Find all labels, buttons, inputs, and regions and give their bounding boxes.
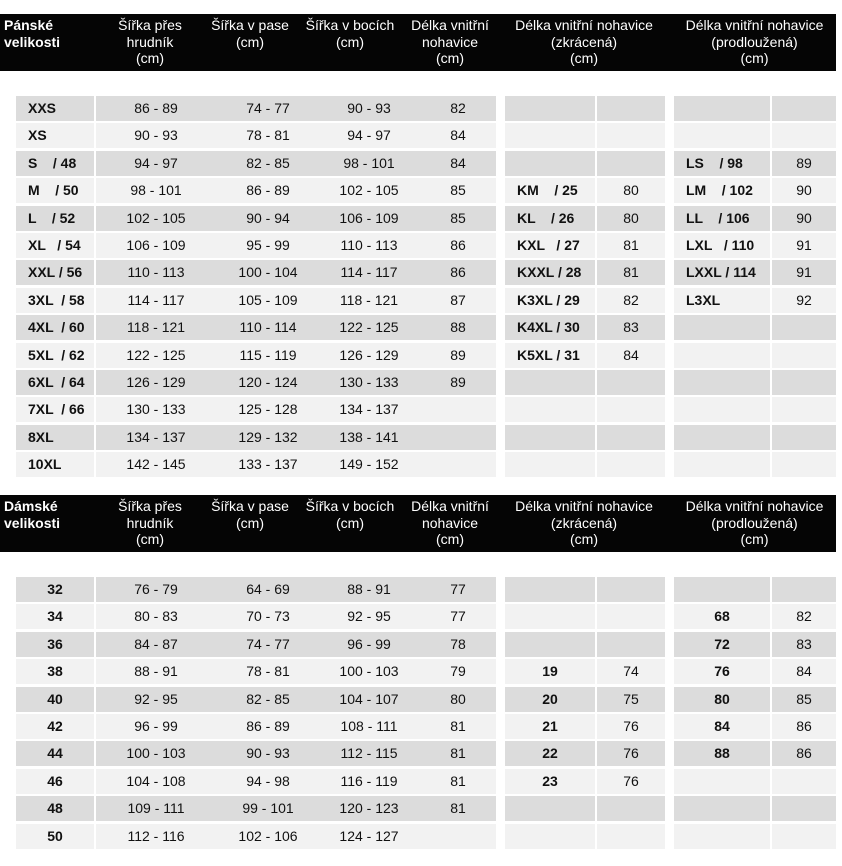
- women-header-col-4: Délka vnitřní nohavice (cm): [411, 498, 489, 547]
- men-cell-hips: 122 - 125: [339, 319, 399, 336]
- women-cell-short-size: [505, 604, 595, 629]
- men-cell-waist: 100 - 104: [238, 264, 298, 281]
- men-cell-waist: 120 - 124: [238, 374, 298, 390]
- men-cell-hips: 102 - 105: [339, 182, 399, 199]
- women-cell-chest: 92 - 95: [134, 690, 178, 707]
- men-cell-waist: 105 - 109: [238, 291, 298, 308]
- men-table-row: [0, 96, 842, 121]
- women-header-bar: [0, 495, 836, 552]
- women-cell-waist: 74 - 77: [246, 635, 290, 652]
- women-cell-hips: 112 - 115: [340, 745, 398, 762]
- women-header-col-0: Dámské velikosti: [4, 498, 61, 531]
- women-cell-inseam: 81: [450, 772, 466, 789]
- men-cell-long-len: [772, 96, 836, 121]
- women-cell-short-size: 23: [542, 772, 558, 789]
- women-cell-size: 42: [47, 718, 63, 734]
- women-cell-short-len: 76: [623, 718, 639, 734]
- men-cell-short-len: 84: [623, 346, 639, 363]
- men-cell-short-len: [597, 452, 665, 477]
- men-cell-hips: 130 - 133: [339, 374, 399, 390]
- men-cell-short-len: 81: [623, 264, 639, 281]
- men-cell-size: XS: [28, 127, 47, 144]
- women-cell-short-size: [505, 577, 595, 602]
- men-cell-hips: 134 - 137: [339, 401, 399, 418]
- women-cell-short-size: [505, 632, 595, 657]
- men-cell-inseam: [420, 425, 496, 450]
- men-cell-inseam: 84: [450, 154, 466, 171]
- women-table-row: [0, 604, 842, 629]
- men-cell-waist: 115 - 119: [239, 346, 297, 363]
- women-cell-size: 44: [47, 745, 63, 762]
- men-cell-size: 5XL / 62: [28, 346, 85, 363]
- men-cell-short-size: KXL / 27: [517, 237, 580, 253]
- women-cell-chest: 84 - 87: [134, 635, 178, 652]
- men-cell-waist: 74 - 77: [246, 100, 290, 116]
- women-cell-chest: 100 - 103: [126, 745, 186, 762]
- women-cell-waist: 90 - 93: [246, 745, 290, 762]
- men-cell-long-size: LS / 98: [686, 154, 743, 171]
- men-cell-hips: 126 - 129: [339, 346, 399, 363]
- women-cell-hips: 116 - 119: [340, 772, 398, 789]
- men-cell-size: 3XL / 58: [28, 291, 85, 308]
- men-cell-short-size: [505, 96, 595, 121]
- women-cell-long-len: [772, 824, 836, 849]
- men-cell-short-len: 81: [623, 237, 639, 253]
- women-cell-chest: 80 - 83: [134, 608, 178, 625]
- women-cell-short-len: [597, 604, 665, 629]
- men-cell-long-len: 91: [796, 237, 812, 253]
- men-table-row: [0, 397, 842, 422]
- men-header-col-4: Délka vnitřní nohavice (cm): [411, 17, 489, 66]
- men-table-row: [0, 233, 842, 258]
- men-cell-waist: 133 - 137: [238, 456, 298, 473]
- men-cell-size: XL / 54: [28, 237, 81, 253]
- women-cell-hips: 92 - 95: [347, 608, 391, 625]
- women-cell-hips: 108 - 111: [340, 718, 398, 734]
- women-cell-short-len: 76: [623, 772, 639, 789]
- men-cell-size: M / 50: [28, 182, 79, 199]
- women-header-col-6: Délka vnitřní nohavice (prodloužená) (cm): [685, 498, 824, 547]
- women-cell-long-size: 76: [714, 663, 730, 680]
- men-cell-chest: 114 - 117: [127, 291, 185, 308]
- men-cell-chest: 134 - 137: [126, 428, 186, 445]
- men-cell-long-len: 90: [796, 182, 812, 199]
- men-cell-long-size: [674, 370, 770, 395]
- men-header-col-3: Šířka v bocích (cm): [305, 17, 395, 50]
- women-cell-chest: 109 - 111: [127, 800, 185, 817]
- women-cell-short-len: [597, 796, 665, 821]
- women-cell-waist: 82 - 85: [246, 690, 290, 707]
- men-cell-short-size: [505, 452, 595, 477]
- women-cell-long-len: [772, 796, 836, 821]
- men-cell-short-size: K3XL / 29: [517, 291, 580, 308]
- women-cell-inseam: 77: [450, 608, 466, 625]
- women-cell-long-size: [674, 577, 770, 602]
- women-cell-inseam: 79: [450, 663, 466, 680]
- women-cell-size: 32: [47, 581, 63, 597]
- men-cell-short-size: [505, 425, 595, 450]
- women-cell-long-size: 72: [714, 635, 730, 652]
- men-table-row: [0, 151, 842, 176]
- men-cell-short-size: KM / 25: [517, 182, 578, 199]
- men-cell-inseam: [420, 397, 496, 422]
- men-cell-short-len: 83: [623, 319, 639, 336]
- women-cell-long-len: 82: [796, 608, 812, 625]
- women-cell-size: 50: [47, 827, 63, 844]
- women-cell-waist: 102 - 106: [238, 827, 298, 844]
- men-cell-waist: 129 - 132: [238, 428, 298, 445]
- women-table-row: [0, 741, 842, 766]
- men-cell-hips: 94 - 97: [347, 127, 391, 144]
- women-cell-short-len: 74: [623, 663, 639, 680]
- women-cell-long-len: 86: [796, 745, 812, 762]
- women-table-row: [0, 577, 842, 602]
- men-cell-long-size: LM / 102: [686, 182, 753, 199]
- men-cell-hips: 106 - 109: [339, 209, 399, 226]
- men-cell-waist: 95 - 99: [246, 237, 290, 253]
- men-cell-waist: 110 - 114: [239, 319, 297, 336]
- women-cell-hips: 88 - 91: [347, 581, 391, 597]
- men-cell-long-len: 92: [796, 291, 812, 308]
- men-cell-waist: 78 - 81: [246, 127, 290, 144]
- men-table-row: [0, 452, 842, 477]
- women-cell-short-size: 22: [542, 745, 558, 762]
- men-cell-long-size: [674, 343, 770, 368]
- women-cell-waist: 78 - 81: [246, 663, 290, 680]
- women-cell-chest: 104 - 108: [126, 772, 186, 789]
- men-cell-long-size: LXL / 110: [686, 237, 755, 253]
- women-cell-long-size: [674, 769, 770, 794]
- men-cell-long-len: [772, 425, 836, 450]
- men-cell-size: 6XL / 64: [28, 374, 85, 390]
- men-cell-size: 7XL / 66: [28, 401, 85, 418]
- women-table-row: [0, 714, 842, 739]
- women-header-col-3: Šířka v bocích (cm): [305, 498, 395, 531]
- men-cell-hips: 90 - 93: [347, 100, 391, 116]
- women-cell-inseam: 77: [450, 581, 466, 597]
- women-cell-waist: 94 - 98: [246, 772, 290, 789]
- women-table-row: [0, 824, 842, 849]
- women-cell-short-size: [505, 824, 595, 849]
- men-cell-long-len: [772, 315, 836, 340]
- women-cell-inseam: 81: [450, 800, 466, 817]
- women-cell-short-size: 20: [542, 690, 558, 707]
- men-cell-waist: 125 - 128: [238, 401, 298, 418]
- women-cell-short-len: [597, 577, 665, 602]
- men-cell-size: XXL / 56: [28, 264, 83, 281]
- men-cell-hips: 98 - 101: [343, 154, 395, 171]
- women-cell-chest: 76 - 79: [134, 581, 178, 597]
- men-cell-waist: 86 - 89: [246, 182, 290, 199]
- women-table-row: [0, 632, 842, 657]
- men-cell-short-size: [505, 151, 595, 176]
- men-table-row: [0, 315, 842, 340]
- men-cell-size: XXS: [28, 100, 57, 116]
- men-cell-long-len: [772, 452, 836, 477]
- men-cell-inseam: 82: [450, 100, 466, 116]
- men-table-row: [0, 343, 842, 368]
- women-header-col-1: Šířka přes hrudník (cm): [118, 498, 182, 547]
- women-table-row: [0, 659, 842, 684]
- women-cell-short-size: [505, 796, 595, 821]
- men-cell-short-len: 80: [623, 182, 639, 199]
- men-cell-short-len: [597, 151, 665, 176]
- men-header-col-2: Šířka v pase (cm): [211, 17, 289, 50]
- men-cell-chest: 86 - 89: [134, 100, 178, 116]
- women-cell-long-size: 88: [714, 745, 730, 762]
- men-cell-chest: 142 - 145: [126, 456, 186, 473]
- women-cell-long-len: 85: [796, 690, 812, 707]
- women-cell-short-size: 21: [542, 718, 558, 734]
- men-cell-long-len: 90: [796, 209, 812, 226]
- men-cell-waist: 90 - 94: [246, 209, 290, 226]
- men-cell-inseam: 85: [450, 182, 466, 199]
- men-cell-inseam: 87: [450, 291, 466, 308]
- men-cell-long-size: [674, 315, 770, 340]
- women-cell-inseam: [420, 824, 496, 849]
- women-cell-hips: 104 - 107: [339, 690, 399, 707]
- men-cell-chest: 106 - 109: [126, 237, 186, 253]
- men-cell-hips: 114 - 117: [340, 264, 398, 281]
- women-cell-size: 38: [47, 663, 63, 680]
- women-cell-long-len: [772, 769, 836, 794]
- men-cell-chest: 102 - 105: [126, 209, 186, 226]
- women-cell-size: 48: [47, 800, 63, 817]
- women-cell-inseam: 78: [450, 635, 466, 652]
- women-table-row: [0, 687, 842, 712]
- women-cell-size: 46: [47, 772, 63, 789]
- women-cell-short-size: 19: [542, 663, 558, 680]
- men-header-col-0: Pánské velikosti: [4, 17, 61, 50]
- men-header-col-5: Délka vnitřní nohavice (zkrácená) (cm): [515, 17, 653, 66]
- men-header-col-1: Šířka přes hrudník (cm): [118, 17, 182, 66]
- men-cell-long-len: 89: [796, 154, 812, 171]
- men-cell-inseam: 86: [450, 237, 466, 253]
- women-cell-hips: 120 - 123: [339, 800, 399, 817]
- men-cell-long-size: [674, 397, 770, 422]
- men-header-col-6: Délka vnitřní nohavice (prodloužená) (cm): [685, 17, 824, 66]
- women-cell-long-len: [772, 577, 836, 602]
- men-cell-chest: 98 - 101: [130, 182, 182, 199]
- women-header-col-2: Šířka v pase (cm): [211, 498, 289, 531]
- men-table-row: [0, 123, 842, 148]
- women-cell-chest: 112 - 116: [127, 827, 185, 844]
- men-cell-long-size: [674, 452, 770, 477]
- women-cell-waist: 64 - 69: [246, 581, 290, 597]
- men-cell-hips: 118 - 121: [339, 291, 399, 308]
- women-cell-waist: 86 - 89: [246, 718, 290, 734]
- men-cell-chest: 130 - 133: [126, 401, 186, 418]
- women-cell-long-size: [674, 796, 770, 821]
- women-cell-inseam: 81: [450, 745, 466, 762]
- men-cell-inseam: 84: [450, 127, 466, 144]
- men-cell-chest: 110 - 113: [127, 264, 185, 281]
- women-cell-waist: 70 - 73: [246, 608, 290, 625]
- women-cell-short-len: 76: [623, 745, 639, 762]
- men-cell-long-len: [772, 397, 836, 422]
- men-cell-chest: 118 - 121: [126, 319, 186, 336]
- men-table-row: [0, 370, 842, 395]
- men-cell-inseam: 88: [450, 319, 466, 336]
- women-table-row: [0, 769, 842, 794]
- men-cell-short-len: [597, 370, 665, 395]
- women-cell-chest: 88 - 91: [134, 663, 178, 680]
- men-cell-short-size: KXXL / 28: [517, 264, 582, 281]
- women-cell-waist: 99 - 101: [242, 800, 294, 817]
- women-cell-chest: 96 - 99: [134, 718, 178, 734]
- men-cell-long-size: [674, 96, 770, 121]
- women-cell-inseam: 81: [450, 718, 466, 734]
- men-cell-long-size: [674, 425, 770, 450]
- men-cell-chest: 90 - 93: [134, 127, 178, 144]
- men-cell-short-len: [597, 425, 665, 450]
- women-cell-long-size: 80: [714, 690, 730, 707]
- men-cell-inseam: 85: [450, 209, 466, 226]
- women-cell-short-len: 75: [623, 690, 639, 707]
- men-table-row: [0, 206, 842, 231]
- men-cell-hips: 110 - 113: [340, 237, 398, 253]
- men-cell-long-len: 91: [796, 264, 812, 281]
- women-cell-long-len: 86: [796, 718, 812, 734]
- men-cell-waist: 82 - 85: [246, 154, 290, 171]
- women-cell-long-len: 83: [796, 635, 812, 652]
- men-cell-short-size: [505, 123, 595, 148]
- men-cell-long-size: L3XL: [686, 291, 721, 308]
- women-cell-long-size: 68: [714, 608, 730, 625]
- women-cell-hips: 124 - 127: [339, 827, 399, 844]
- men-cell-short-size: K5XL / 31: [517, 346, 580, 363]
- men-cell-size: 10XL: [28, 456, 62, 473]
- men-cell-chest: 122 - 125: [126, 346, 186, 363]
- men-cell-chest: 94 - 97: [134, 154, 178, 171]
- women-table-row: [0, 796, 842, 821]
- men-cell-long-size: LXXL / 114: [686, 264, 756, 281]
- men-cell-short-len: [597, 96, 665, 121]
- men-cell-inseam: 89: [450, 374, 466, 390]
- men-cell-hips: 149 - 152: [339, 456, 399, 473]
- men-cell-short-size: KL / 26: [517, 209, 575, 226]
- women-cell-short-len: [597, 632, 665, 657]
- women-cell-long-len: 84: [796, 663, 812, 680]
- women-cell-hips: 96 - 99: [347, 635, 391, 652]
- men-header-bar: [0, 14, 836, 71]
- men-table-row: [0, 178, 842, 203]
- men-cell-size: 4XL / 60: [28, 319, 85, 336]
- men-cell-short-size: [505, 370, 595, 395]
- men-cell-short-len: [597, 397, 665, 422]
- men-table-row: [0, 288, 842, 313]
- women-cell-long-size: 84: [714, 718, 730, 734]
- men-cell-long-len: [772, 370, 836, 395]
- men-cell-size: L / 52: [28, 209, 76, 226]
- men-cell-long-size: LL / 106: [686, 209, 750, 226]
- women-cell-size: 34: [47, 608, 63, 625]
- men-cell-size: 8XL: [28, 428, 54, 445]
- men-cell-inseam: 89: [450, 346, 466, 363]
- women-header-col-5: Délka vnitřní nohavice (zkrácená) (cm): [515, 498, 653, 547]
- men-cell-short-len: [597, 123, 665, 148]
- men-cell-inseam: [420, 452, 496, 477]
- men-cell-inseam: 86: [450, 264, 466, 281]
- women-cell-size: 36: [47, 635, 63, 652]
- men-cell-short-len: 80: [623, 209, 639, 226]
- men-cell-hips: 138 - 141: [339, 428, 399, 445]
- men-cell-chest: 126 - 129: [126, 374, 186, 390]
- men-cell-long-size: [674, 123, 770, 148]
- men-cell-short-size: [505, 397, 595, 422]
- men-cell-size: S / 48: [28, 154, 77, 171]
- men-table-row: [0, 260, 842, 285]
- men-cell-long-len: [772, 123, 836, 148]
- women-cell-hips: 100 - 103: [339, 663, 399, 680]
- men-cell-short-size: K4XL / 30: [517, 319, 580, 336]
- men-cell-short-len: 82: [623, 291, 639, 308]
- women-cell-size: 40: [47, 690, 63, 707]
- women-cell-long-size: [674, 824, 770, 849]
- women-cell-short-len: [597, 824, 665, 849]
- men-cell-long-len: [772, 343, 836, 368]
- women-cell-inseam: 80: [450, 690, 466, 707]
- men-table-row: [0, 425, 842, 450]
